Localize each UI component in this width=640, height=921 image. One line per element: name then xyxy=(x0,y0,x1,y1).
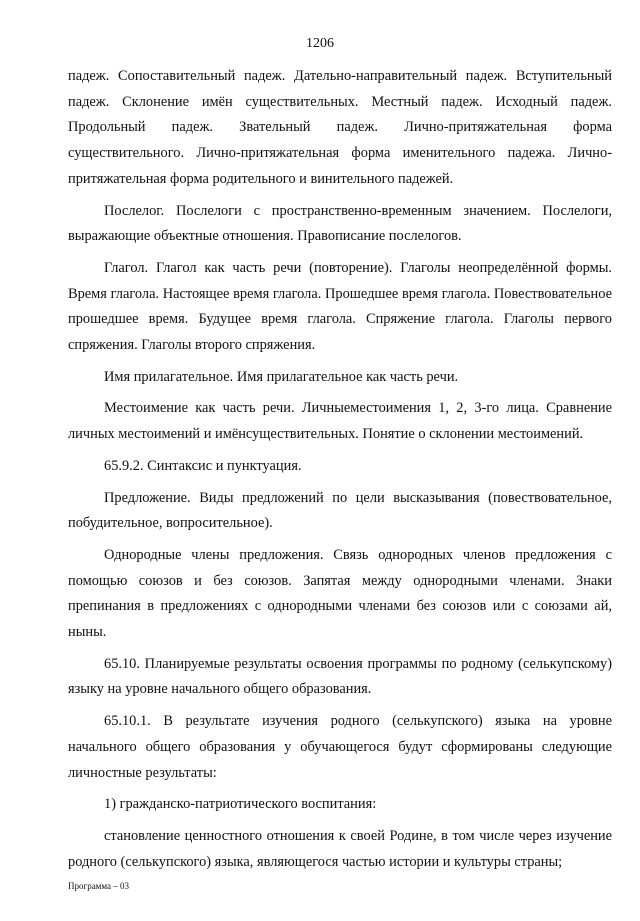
paragraph-postpositions: Послелог. Послелоги с пространственно-временным значением. Послелоги, выражающие объектные отношения. Правописание послелогов. xyxy=(68,202,612,245)
paragraph-homogeneous-members: Однородные члены предложения. Связь однородных членов предложения с помощью союзов и без союзов. Запятая между однородными членами. Знаки препинания в предложениях с однородными членами без союзов или с союзами ай, ныны. xyxy=(68,546,612,641)
paragraph-pronoun: Местоимение как часть речи. Личныеместоимения 1, 2, 3-го лица. Сравнение личных местоимений и имёнсуществительных. Понятие о склонении местоимений. xyxy=(68,400,612,443)
page-number: 1206 xyxy=(306,36,334,51)
paragraph-sentence: Предложение. Виды предложений по цели высказывания (повествовательное, побудительное, вопросительное). xyxy=(68,489,612,532)
paragraph-verb: Глагол. Глагол как часть речи (повторение). Глаголы неопределённой формы. Время глагола. Настоящее время глагола. Прошедшее время глагола. Повествовательное прошедшее время. Будущее время глагола. Спряжение глагола. Глаголы первого спряжения. Глаголы второго спряжения. xyxy=(68,259,612,354)
paragraph-cases: падеж. Сопоставительный падеж. Дательно-направительный падеж. Вступительный падеж. Склонение имён существительных. Местный падеж. Исходный падеж. Продольный падеж. Звательный падеж. Лично-притяжательная форма существительного. Лично-притяжательная форма именительного падежа. Лично-притяжательная форма родительного и винительного падежей. xyxy=(68,68,612,187)
section-heading-results: 65.10. Планируемые результаты освоения программы по родному (селькупскому) языку на уровне начального общего образования. xyxy=(68,655,612,698)
paragraph-adjective: Имя прилагательное. Имя прилагательное как часть речи. xyxy=(104,368,459,385)
paragraph-personal-results: 65.10.1. В результате изучения родного (селькупского) языка на уровне начального общего образования у обучающегося будут сформированы следующие личностные результаты: xyxy=(68,713,612,781)
list-item-civic-education: 1) гражданско-патриотического воспитания: xyxy=(104,796,377,813)
document-body xyxy=(68,64,612,881)
paragraph-homeland-values: становление ценностного отношения к своей Родине, в том числе через изучение родного (селькупского) языка, являющегося частью истории и культуры страны; xyxy=(68,827,612,870)
page-footer: Программа – 03 xyxy=(68,881,130,891)
section-heading-syntax: 65.9.2. Синтаксис и пунктуация. xyxy=(104,457,302,474)
